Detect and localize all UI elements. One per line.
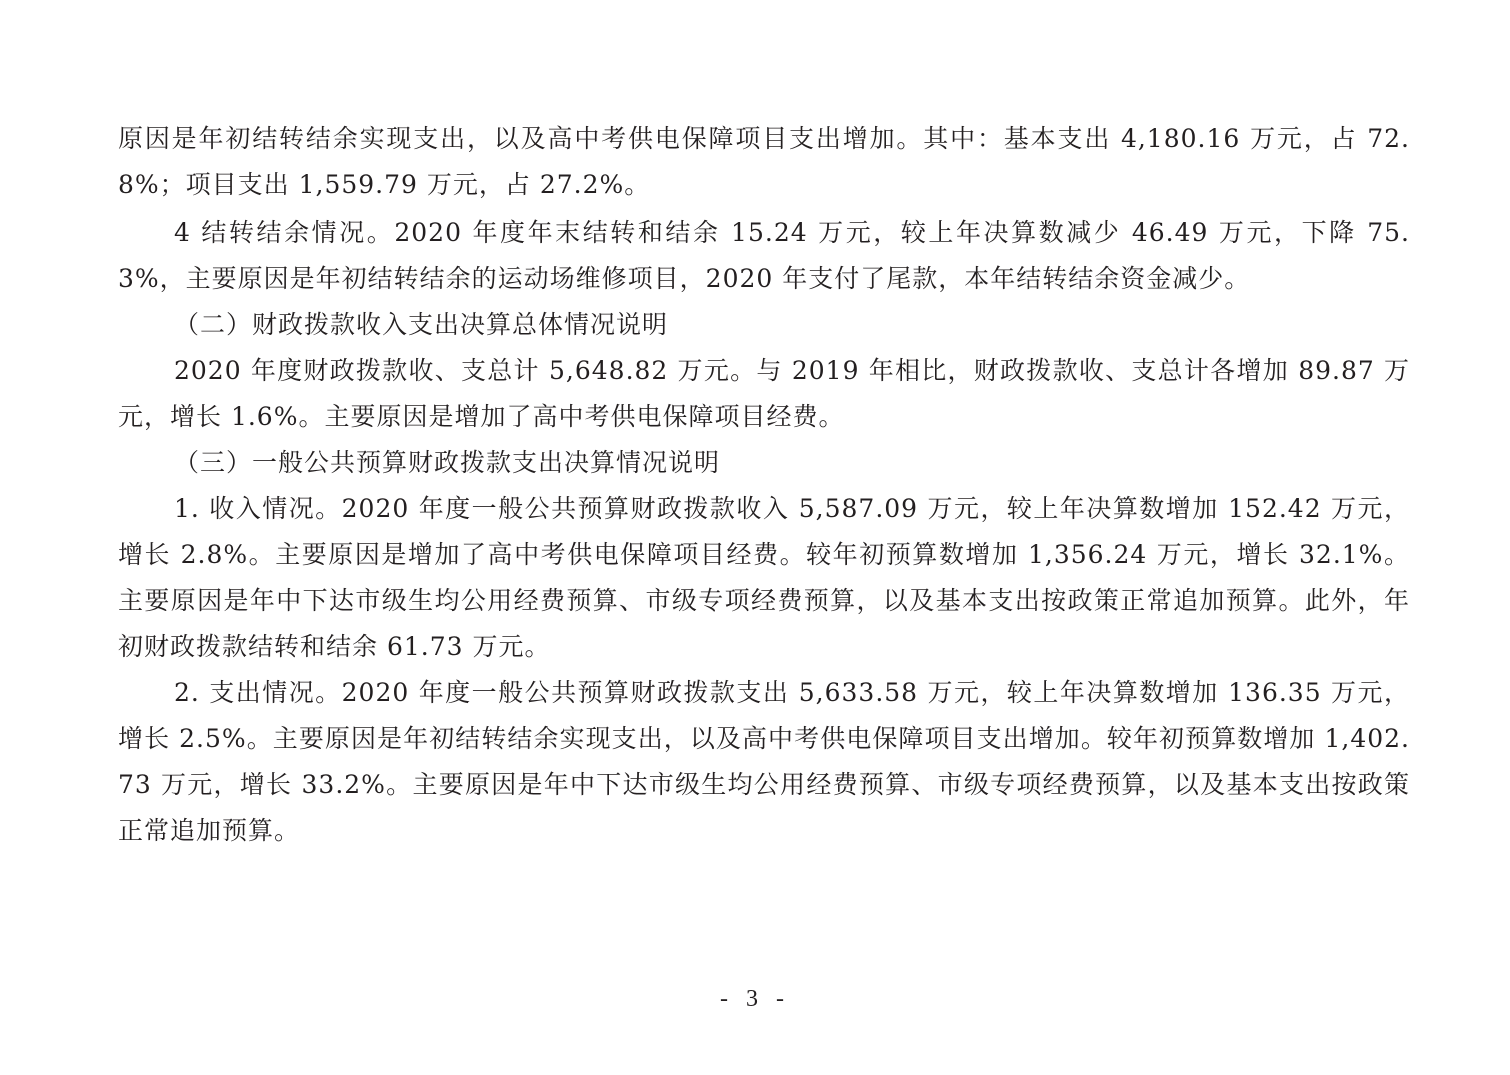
page-number: - 3 - (720, 986, 790, 1012)
paragraph-income: 1. 收入情况。2020 年度一般公共预算财政拨款收入 5,587.09 万元，较上年决算数增加 152.42 万元，增长 2.8%。主要原因是增加了高中考供电保障项目经费。较年初预算数增加 1,356.24 万元，增长 32.1%。主要原因是年中下达市级生均公用经费预算、市级专项经费预算，以及基本支出按政策正常追加预算。此外，年初财政拨款结转和结余 61.73 万元。 (118, 494, 1410, 661)
section-heading-2: （二）财政拨款收入支出决算总体情况说明 (174, 310, 669, 339)
section-heading-3: （三）一般公共预算财政拨款支出决算情况说明 (174, 448, 721, 477)
paragraph-carryover-balance: 4 结转结余情况。2020 年度年末结转和结余 15.24 万元，较上年决算数减少 46.49 万元，下降 75.3%，主要原因是年初结转结余的运动场维修项目，2020 年支付了尾款，本年结转结余资金减少。 (118, 218, 1410, 293)
document-body (118, 116, 1410, 854)
paragraph-fiscal-appropriation-total: 2020 年度财政拨款收、支总计 5,648.82 万元。与 2019 年相比，财政拨款收、支总计各增加 89.87 万元，增长 1.6%。主要原因是增加了高中考供电保障项目经费。 (118, 356, 1410, 431)
paragraph-expenditure: 2. 支出情况。2020 年度一般公共预算财政拨款支出 5,633.58 万元，较上年决算数增加 136.35 万元，增长 2.5%。主要原因是年初结转结余实现支出，以及高中考供电保障项目支出增加。较年初预算数增加 1,402.73 万元，增长 33.2%。主要原因是年中下达市级生均公用经费预算、市级专项经费预算，以及基本支出按政策正常追加预算。 (118, 678, 1410, 845)
paragraph-expenditure-continued: 原因是年初结转结余实现支出，以及高中考供电保障项目支出增加。其中：基本支出 4,180.16 万元，占 72.8%；项目支出 1,559.79 万元，占 27.2%。 (118, 124, 1410, 199)
